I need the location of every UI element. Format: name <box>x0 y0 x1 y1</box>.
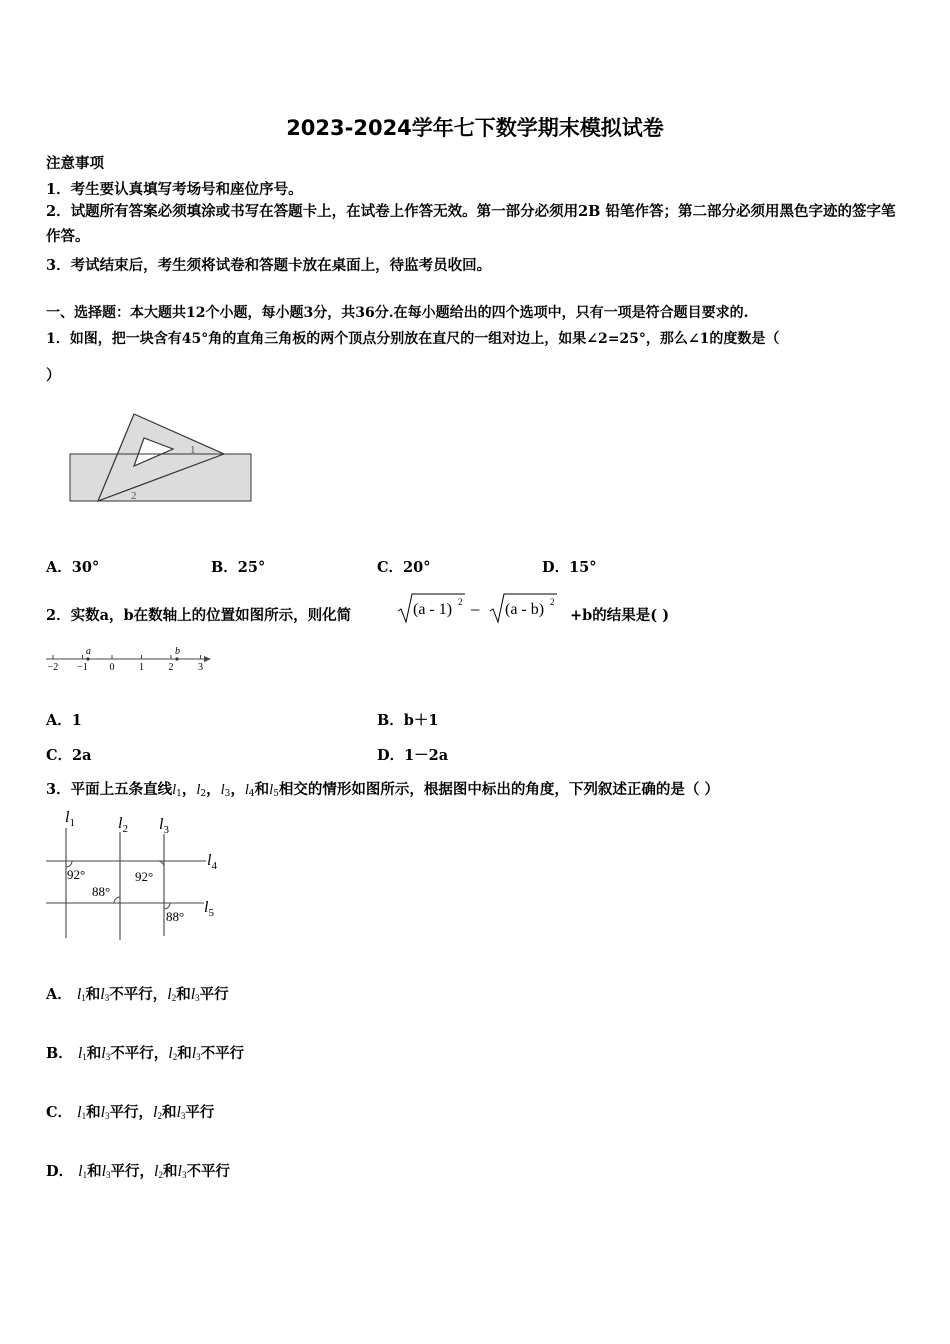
option-letter: B． <box>211 559 238 576</box>
option-letter: A． <box>46 986 72 1003</box>
q2-option-d[interactable] <box>377 744 448 765</box>
label-l2: $l_2$ <box>118 815 128 835</box>
tick-label: 0 <box>109 662 115 673</box>
option-letter: C． <box>46 747 73 764</box>
q2-radical-expression <box>397 590 572 626</box>
option-text: 2a <box>72 747 92 764</box>
label-b: b <box>175 646 180 657</box>
q3-option-b[interactable]: B． $l_1$和$l_3$不平行，$l_2$和$l_3$不平行 <box>46 1045 245 1062</box>
option-text: 1 <box>71 712 82 729</box>
q2-number-line <box>44 645 212 673</box>
option-text: 30° <box>71 559 100 576</box>
tick-label: 3 <box>198 662 203 673</box>
option-letter: A． <box>46 559 72 576</box>
exponent-2: 2 <box>550 597 555 607</box>
option-letter: D． <box>46 1163 74 1180</box>
notice-item-3: 3．考试结束后，考生须将试卷和答题卡放在桌面上，待监考员收回。 <box>46 257 492 274</box>
q3-option-d[interactable]: D． $l_1$和$l_3$平行，$l_2$和$l_3$不平行 <box>46 1163 230 1180</box>
q3-option-c[interactable]: C． $l_1$和$l_3$平行，$l_2$和$l_3$平行 <box>46 1104 215 1121</box>
angle-88-mid: 88° <box>92 884 111 899</box>
q2-text-prefix: 2．实数a，b在数轴上的位置如图所示，则化简 <box>46 607 352 624</box>
option-text: 20° <box>403 559 431 576</box>
radicand-2: (a - b) <box>505 601 545 618</box>
option-letter: D． <box>542 559 570 576</box>
option-letter: B． <box>46 1045 73 1062</box>
label-l3: $l_3$ <box>159 816 169 836</box>
tick-label: −1 <box>77 662 88 673</box>
radicand-1: (a - 1) <box>413 601 453 618</box>
point-b <box>175 657 178 660</box>
q1-text: 1．如图，把一块含有45°角的直角三角板的两个顶点分别放在直尺的一组对边上，如果∠2=25°，那么∠1的度数是（ <box>46 331 780 347</box>
option-text: 25° <box>237 559 266 576</box>
notice-item-1: 1．考生要认真填写考场号和座位序号。 <box>46 181 303 198</box>
option-text: 15° <box>569 559 597 576</box>
q3-lines-figure <box>44 806 234 940</box>
q1-angle-label-2: 2 <box>131 490 137 502</box>
q1-text-end: ） <box>46 367 61 384</box>
option-letter: B． <box>377 712 404 729</box>
label-l4: $l_4$ <box>207 852 217 872</box>
option-letter: C． <box>377 559 404 576</box>
section-heading: 一、选择题：本大题共12个小题，每小题3分，共36分.在每小题给出的四个选项中，只有一项是符合题目要求的. <box>46 305 749 321</box>
label-l5: $l_5$ <box>204 899 214 919</box>
notice-item-2: 2．试题所有答案必须填涂或书写在答题卡上，在试卷上作答无效。第一部分必须用2B 铅笔作答；第二部分必须用黑色字迹的签字笔作答。 <box>46 203 896 245</box>
q2-option-b[interactable] <box>377 709 439 730</box>
q2-option-c[interactable] <box>46 744 92 765</box>
q1-option-a[interactable] <box>46 556 99 577</box>
q1-option-d[interactable] <box>542 556 597 577</box>
tick-label: 1 <box>139 662 144 673</box>
option-text: b＋1 <box>403 712 439 729</box>
angle-92-right: 92° <box>135 869 154 884</box>
q1-option-c[interactable] <box>377 556 430 577</box>
label-a: a <box>86 646 91 657</box>
q2-text-suffix: +b的结果是( ) <box>570 607 670 624</box>
tick-label: 2 <box>168 662 174 673</box>
page-title: 2023-2024学年七下数学期末模拟试卷 <box>286 116 664 140</box>
option-letter: A． <box>46 712 72 729</box>
q1-angle-label-1: 1 <box>190 444 196 456</box>
q2-option-a[interactable] <box>46 709 82 730</box>
option-letter: D． <box>377 747 405 764</box>
exponent-1: 2 <box>458 597 463 607</box>
tick-label: −2 <box>47 662 59 673</box>
angle-88-bottom: 88° <box>166 909 185 924</box>
q3-text: 3．平面上五条直线$l_1$，$l_2$，$l_3$，$l_4$和$l_5$相交的情形如图所示，根据图中标出的角度，下列叙述正确的是（ ） <box>46 781 719 799</box>
notice-heading: 注意事项 <box>46 155 104 172</box>
q1-option-b[interactable] <box>211 556 265 577</box>
point-a <box>86 657 89 660</box>
minus-sign: − <box>470 600 481 620</box>
axis-arrow <box>204 656 211 662</box>
option-text: 1－2a <box>404 747 449 764</box>
option-letter: C． <box>46 1104 73 1121</box>
angle-92-left: 92° <box>67 867 86 882</box>
q1-ruler-triangle-figure <box>60 408 260 508</box>
q3-option-a[interactable]: A． $l_1$和$l_3$不平行，$l_2$和$l_3$平行 <box>46 986 229 1003</box>
label-l1: $l_1$ <box>65 809 75 829</box>
